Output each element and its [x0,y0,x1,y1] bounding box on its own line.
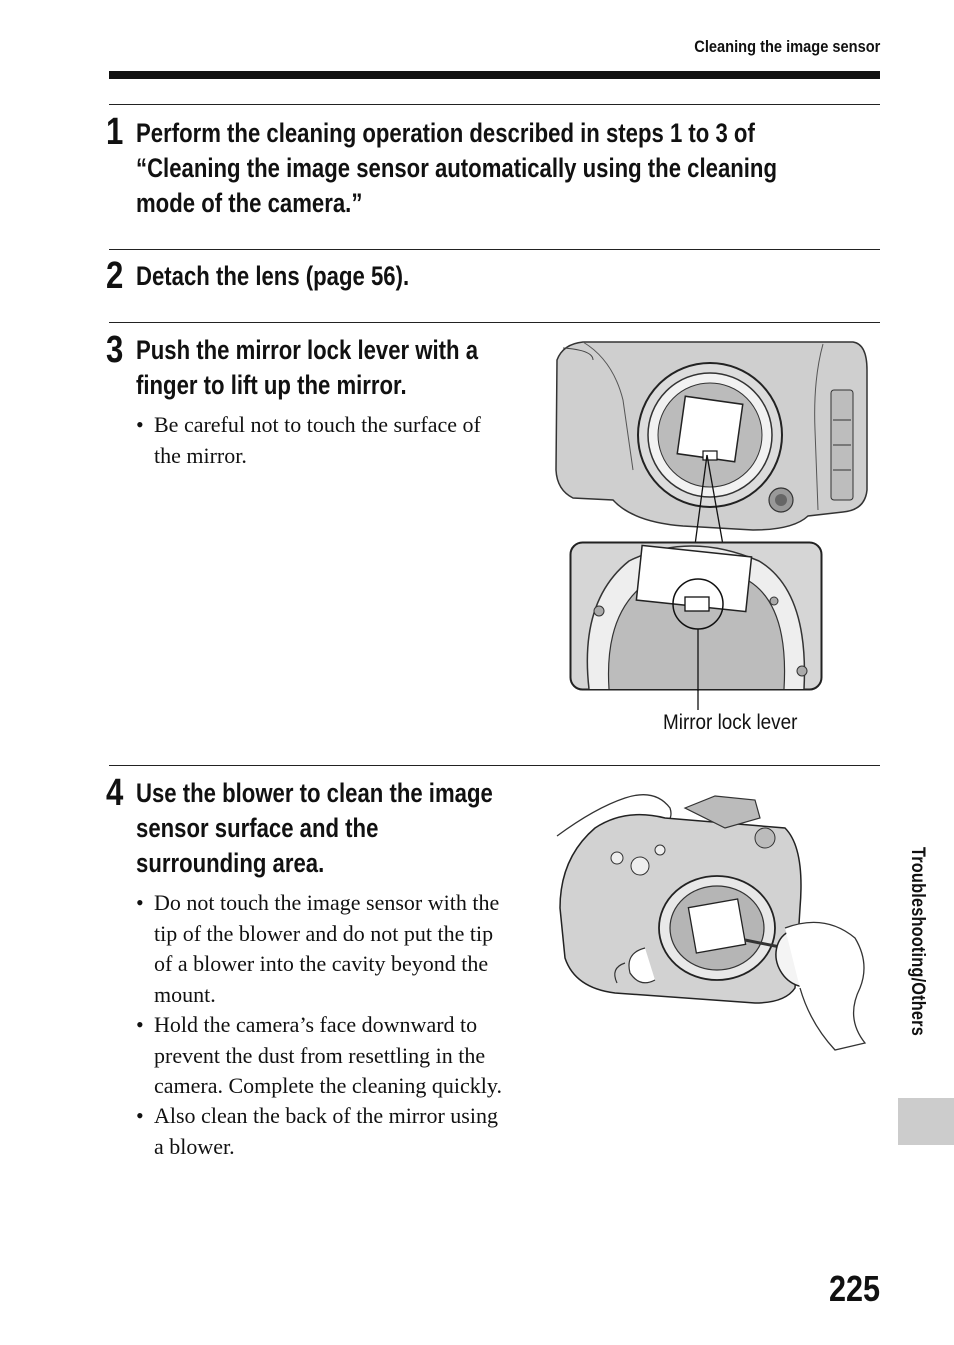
bullet-line: tip of the blower and do not put the tip [154,920,494,946]
heading-line: Detach the lens (page 56). [136,261,410,291]
running-header: Cleaning the image sensor [693,37,880,56]
heading-line: Push the mirror lock lever with a [136,335,479,365]
step-4-heading [136,776,493,881]
bullet-line: of a blower into the cavity beyond the [154,951,489,976]
bullet-line: camera. Complete the cleaning quickly. [154,1073,502,1098]
figure-caption: Mirror lock lever [663,711,798,734]
bullet-line: Do not touch the image sensor with the [154,890,500,915]
callout-leader-line [697,690,701,710]
heading-line: Perform the cleaning operation described in steps 1 to 3 of [136,118,755,148]
section-tab-marker [898,1098,954,1145]
bullet-line: mount. [154,981,216,1007]
bullet-dot: • [136,1103,144,1128]
divider [109,249,880,250]
step-number: 4 [106,772,124,814]
divider [109,322,880,323]
blower-cleaning-illustration [555,788,880,1058]
zoom-callout-lines [690,450,730,550]
heading-line: Use the blower to clean the image [136,778,493,808]
bullet-line: prevent the dust from resettling in the [154,1042,486,1068]
bullet-dot: • [136,1012,144,1037]
divider [109,765,880,766]
step-number: 1 [106,111,124,153]
divider [109,104,880,105]
bullet-line: Also clean the back of the mirror using [154,1103,498,1128]
heading-line: mode of the camera.” [136,188,363,218]
bullet-line: the mirror. [154,442,247,468]
bullet-line: a blower. [154,1133,235,1159]
bullet-dot: • [136,890,144,915]
step-2-heading [136,259,409,294]
header-rule [109,71,880,79]
heading-line: sensor surface and the [136,813,379,843]
mirror-lock-lever-closeup [569,541,823,691]
step-number: 2 [106,255,124,297]
heading-line: “Cleaning the image sensor automatically using the cleaning [136,153,777,183]
section-tab-label: Troubleshooting/Others [907,847,928,1036]
step-number: 3 [106,329,124,371]
step-3-heading [136,333,478,403]
bullet-dot: • [136,412,144,437]
step-1-heading [136,116,777,221]
heading-line: finger to lift up the mirror. [136,370,407,400]
heading-line: surrounding area. [136,848,325,878]
bullet-line: Be careful not to touch the surface of [154,412,481,437]
bullet-line: Hold the camera’s face downward to [154,1012,478,1037]
page-number: 225 [828,1268,880,1309]
